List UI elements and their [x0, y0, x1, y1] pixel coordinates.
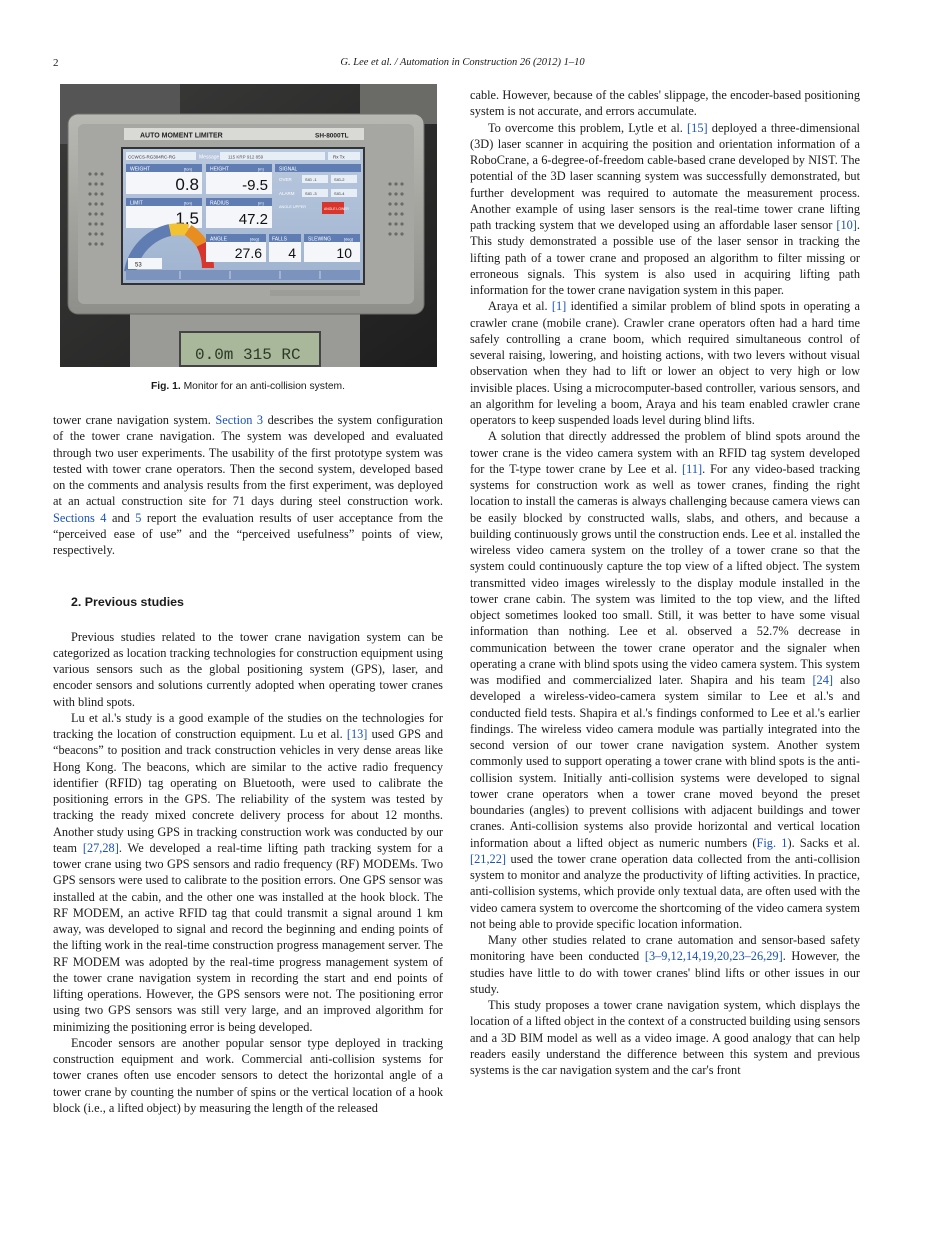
over-label: OVER [279, 177, 292, 182]
paragraph: tower crane navigation system. Section 3 describes the system configuration of the tower crane navigation. The system was developed and evaluated through two user experiments. The usability of the first prototype system was tested with tower crane operators. Then the second system, developed based on the comments and analysis results from the first experiment, was deployed at an actual construction site for 71 days during steel construction work. Sections 4 and 5 report the evaluation results of user acceptance from the “perceived ease of use” and the “perceived usefulness” points of view, respectively. [53, 413, 443, 557]
figure-caption [53, 381, 443, 392]
height-value: -9.5 [242, 177, 268, 194]
angle-label: ANGLE [210, 236, 227, 243]
gauge-value: 53 [135, 262, 142, 269]
message-value: 115 KRP 912 859 [228, 154, 264, 160]
limit-label: LIMIT [130, 200, 143, 207]
angle-value: 27.6 [234, 245, 262, 261]
citation-link[interactable]: [24] [812, 673, 834, 687]
citation-link[interactable]: [21,22] [470, 851, 506, 866]
falls-label: FALLS [272, 236, 288, 243]
paragraph: Encoder sensors are another popular sensor type deployed in tracking construction equipment and work. Commercial anti-collision systems for tower cranes often use encoder sensors to detect the horizontal angle of a tower crane by counting the number of spins or the vertical location of a hook block (i.e., a lifted object) by measuring the length of the released [53, 1035, 443, 1115]
citation-link[interactable]: [15] [687, 120, 708, 135]
citation-link[interactable]: [3–9,12,14,19,20,23–26,29] [644, 949, 783, 964]
link-section-5[interactable]: 5 [135, 510, 142, 525]
left-column [53, 412, 443, 1116]
link-section-3[interactable]: Section 3 [215, 413, 264, 427]
citation-link[interactable]: [13] [346, 727, 368, 741]
lcd-readout: 0.0m 315 RC [195, 346, 301, 364]
radius-unit: [m] [258, 200, 264, 206]
section-heading: 2. Previous studies [71, 595, 184, 610]
monitor-model: SH-8000TL [315, 132, 349, 140]
paragraph: cable. However, because of the cables' slippage, the encoder-based positioning system is not accurate, and errors accumulate. [470, 88, 860, 119]
figure-link[interactable]: Fig. 1 [756, 835, 788, 850]
sig1: SIG -1 [305, 177, 317, 182]
citation-link[interactable]: [10] [836, 218, 857, 232]
paragraph: To overcome this problem, Lytle et al. [15] deployed a three-dimensional (3D) laser scanner in acquiring the position and orientation information of a RoboCrane, a 6-degree-of-freedom cable-based crane developed by NIST. The potential of the 3D laser scanning system was successfully demonstrated, but further development was required to automate the measurement process. Another example of using laser sensors is the real-time tower crane lifting path tracking system that we developed using an affordable laser sensor [10]. This study demonstrated a possible use of the laser sensor in tracking the lifting path of a tower crane and proposed an algorithm to filter missing or erroneous signals. This system is also used in acquiring lifting path information for the tower crane navigation system in this paper. [470, 120, 860, 297]
weight-label: WEIGHT [130, 166, 150, 173]
falls-value: 4 [288, 245, 296, 261]
figure-monitor-photo [60, 84, 437, 367]
sig3: SIG -3 [305, 191, 317, 196]
sig4: SIG-4 [334, 191, 345, 196]
citation-link[interactable]: [1] [551, 299, 567, 314]
paragraph: Previous studies related to the tower crane navigation system can be categorized as location tracking technologies for construction equipment using various sensors such as the global positioning system (GPS), laser, and encoder sensors and solutions currently adopted when operating tower cranes with blind spots. [53, 629, 443, 709]
angle-upper-label: ANGLE UPPER [279, 205, 307, 209]
citation-link[interactable]: [11] [682, 461, 703, 476]
limit-value: 1.5 [175, 209, 199, 228]
radius-label: RADIUS [210, 200, 229, 207]
right-column [470, 87, 860, 1078]
figure-label: Fig. 1. [150, 381, 181, 392]
slewing-label: SLEWING [308, 236, 332, 243]
slewing-value: 10 [336, 245, 352, 261]
angle-unit: [deg] [250, 236, 259, 242]
sig2: SIG-2 [334, 177, 345, 182]
page-number: 2 [53, 57, 59, 69]
crane-id: CCWCS-RG304RC-RG [128, 154, 176, 160]
paragraph: This study proposes a tower crane navigation system, which displays the location of a lifted object in the context of a constructed building using sensors and a 3D BIM model as well as a video image. A good analogy that can help readers easily understand the difference between this system and previous systems is the car navigation system and the car's front [470, 998, 860, 1077]
paragraph: Many other studies related to crane automation and sensor-based safety monitoring have been conducted [3–9,12,14,19,20,23–26,29]. However, the studies have little to do with tower cranes' blind lifts or other issues in our study. [470, 933, 861, 996]
link-sections-4[interactable]: Sections 4 [53, 510, 107, 525]
paragraph: Lu et al.'s study is a good example of the studies on the technologies for tracking the location of construction equipment. Lu et al. [13] used GPS and “beacons” to position and track construction vehicles in very dense areas like Hong Kong. The beacons, which are similar to the active radio frequency identifier (RFID) tag operating on Bluetooth, were used to calibrate the positioning errors in the GPS. The reliability of the system was tested by tracking the ready mixed concrete delivery process for about 12 months. Another study using GPS in tracking construction work was conducted by our team [27,28]. We developed a real-time lifting path tracking system for a tower crane using two GPS sensors and radio frequency (RF) MODEMs. Two GPS sensors were used to calibrate to the position errors. One GPS sensor was installed at the cabin, and the other one was installed at the hook block. The RF MODEM, an active RFID tag that could transmit a signal around 1 km away, was developed to signal and record the beginning and ending points of the lifting work in the real-time construction progress management server. The RF MODEM was adopted by the real-time progress management system of the tower crane navigation system in recording the start and end points of lifting operations. However, the GPS sensors were not. The positioning error using two GPS sensors was still very large, and an improved algorithm for minimizing the positioning error is being developed. [53, 710, 443, 1034]
alarm-label: ALARM [279, 191, 295, 196]
rx-tx: Rx Tx [333, 154, 345, 160]
weight-value: 0.8 [175, 175, 199, 194]
running-head: G. Lee et al. / Automation in Construction 26 (2012) 1–10 [340, 57, 585, 68]
signal-label: SIGNAL [279, 166, 298, 173]
limit-unit: [ton] [184, 200, 192, 206]
paragraph: A solution that directly addressed the problem of blind spots around the tower crane is the video camera system with an RFID tag system developed for the T-type tower crane by Lee et al. [11]. For any video-based tracking systems for construction work as well as tower cranes, finding the right location to install the cameras is always challenging because camera views can be easily blocked by constructed walls, slabs, and others, and because a building continuously grows until the construction ends. Lee et al. installed the wireless video camera system on the trolley of a tower crane so that the system could continuously capture the top view of a lifted object. The system transmitted video images wirelessly to the display module installed in the tower crane cabin. The system was limited to the top view, and the lifted object sometimes looked too small. Still, it was better to have some visual information than nothing. Lee et al. observed a 52.7% decrease in communication between the tower crane operator and the signaler when operating a crane with blind spots using the video camera system. This system was modified and commercialized later. Shapira and his team [24] also developed a wireless-video-camera system similar to Lee et al.'s and conducted field tests. Shapira et al.'s findings conformed to Lee et al.'s earlier findings. The wireless video camera module was partially integrated into the second version of our tower crane navigation system. Another system commonly used to support operating a tower crane with blind spots is the anti-collision system. Initially anti-collision systems were developed to signal tower crane operators when a tower crane moved beyond the preset boundaries (angles) to prevent collisions with adjacent buildings and tower cranes. Anti-collision systems also provide horizontal and vertical location information about a lifted object as numeric numbers (Fig. 1). Sacks et al. [21,22] used the tower crane operation data collected from the anti-collision system to monitor and analyze the productivity of lifting activities. In practice, anti-collision systems, which provide only textual data, are often used with the video camera system to overcome the shortcoming of the video camera system not being able to provide specific location information. [470, 429, 861, 931]
weight-unit: [ton] [184, 166, 192, 172]
paragraph: Araya et al. [1] identified a similar problem of blind spots in operating a crawler crane (mobile crane). Crawler crane operators often had a hard time safely controlling a crane boom, which required simultaneous control of several raising, lowering, and hoisting actions, with two levers without visual observation when they had to lift or lower an object to very high or low invisible places. Using a microcomputer-based controller, various sensors, and an algorithm for leveling a boom, Araya and his team enabled crawler crane operators to keep suspended loads level during blind lifts. [470, 299, 860, 427]
radius-value: 47.2 [238, 211, 268, 228]
angle-lower-label: ANGLE LOWER [324, 207, 349, 211]
height-unit: [m] [258, 166, 264, 172]
height-label: HEIGHT [210, 166, 229, 173]
monitor-title: AUTO MOMENT LIMITER [140, 132, 223, 140]
message-label: Message [199, 154, 220, 161]
slewing-unit: [deg] [344, 236, 353, 242]
citation-link[interactable]: [27,28] [82, 840, 119, 855]
figure-caption-text: Monitor for an anti-collision system. [183, 381, 345, 392]
